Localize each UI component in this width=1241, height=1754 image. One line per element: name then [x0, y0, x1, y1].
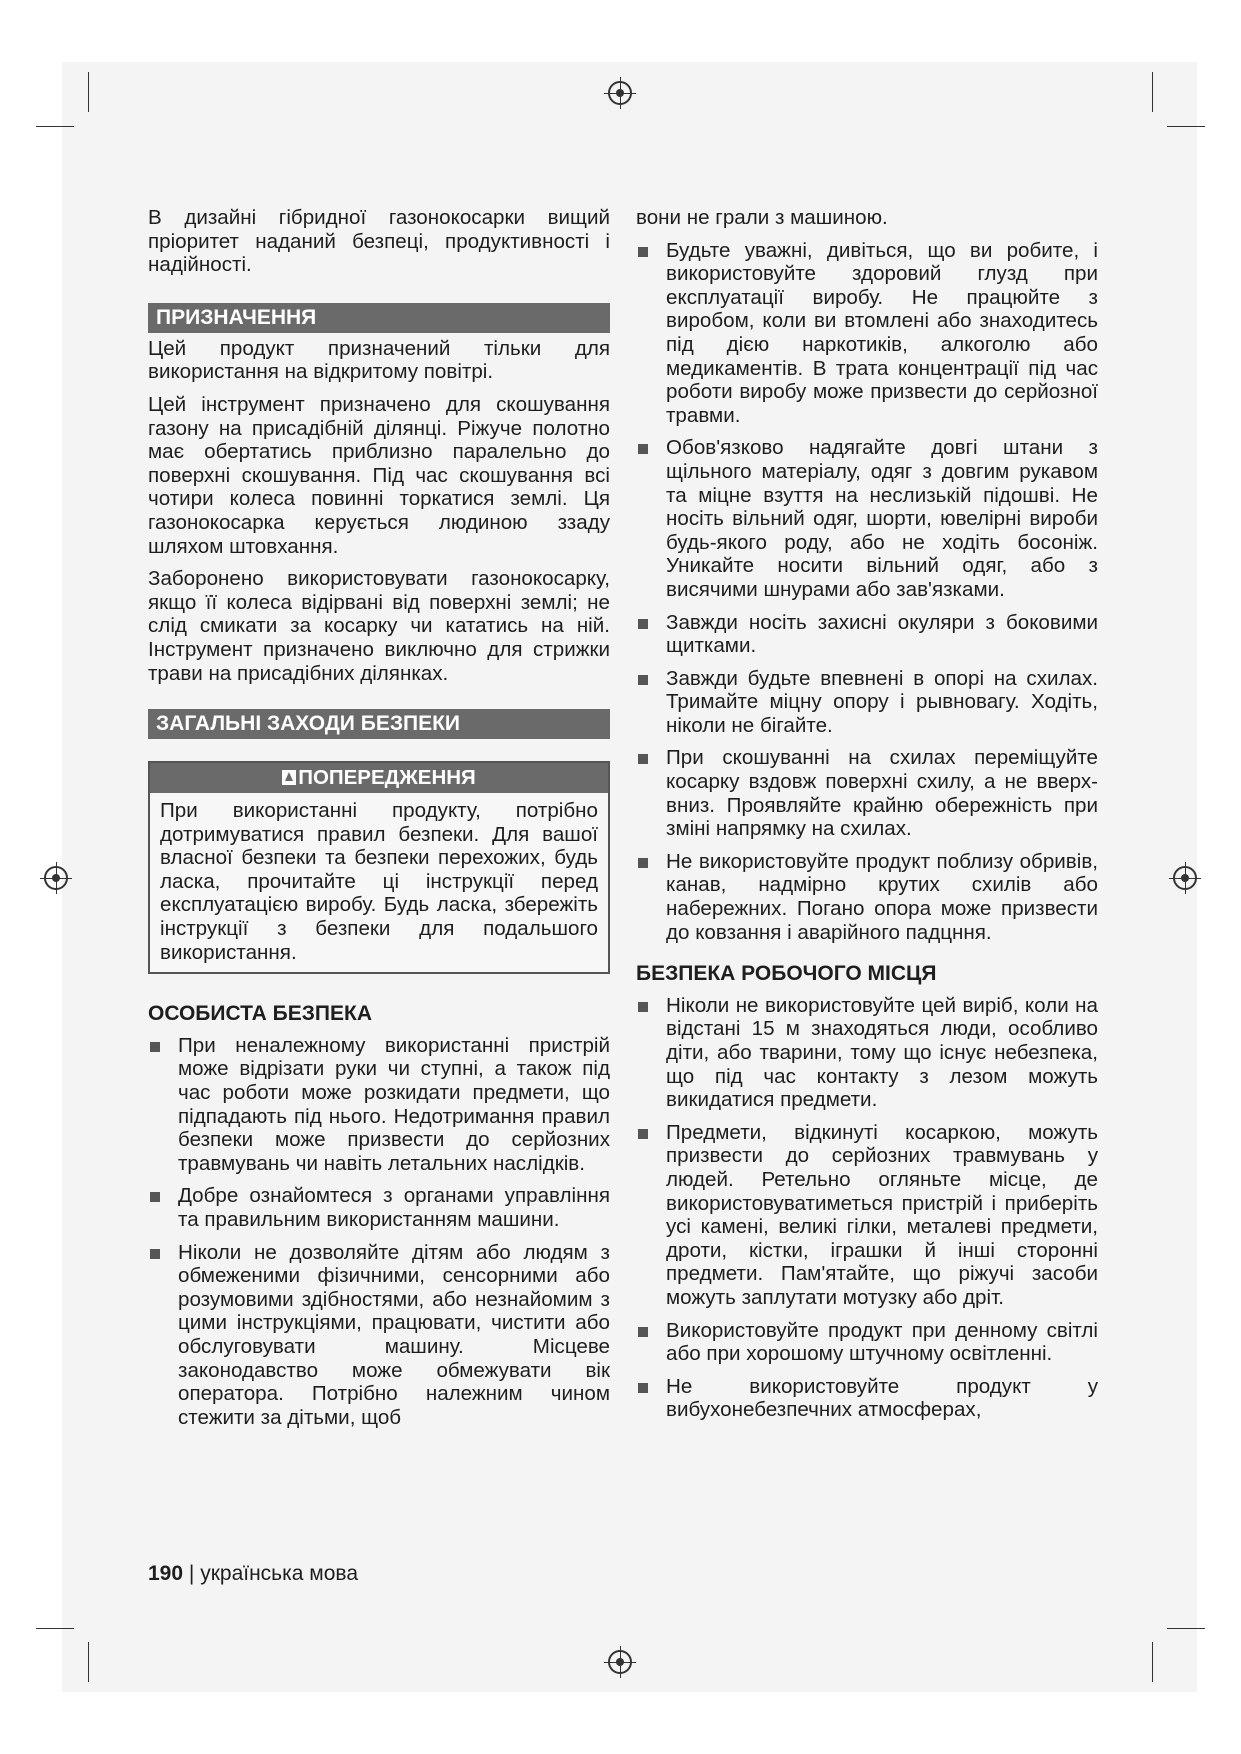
list-item: Обов'язково надягайте довгі штани з щільного матеріалу, одяг з довгим рукавом та міцне взуття на неслизькій підошві. Не носіть вільний одяг, шорти, ювелірні вироби будь-якого роду, або не ходіть босоніж. Уникайте носити вільний одяг, або з висячими шнурами або зав'язками. — [636, 436, 1098, 601]
crop-mark — [88, 1642, 89, 1682]
list-item: Ніколи не дозволяйте дітям або людям з обмеженими фізичними, сенсорними або розумовими здібностями, або незнайомим з цими інструкціями, працювати, чистити або обслуговувати машину. Місцеве законодавство може обмежувати вік оператора. Потрібно належним чином стежити за дітьми, щоб — [148, 1241, 610, 1430]
list-item: Будьте уважні, дивіться, що ви робите, і використовуйте здоровий глузд при експлуатації виробу. Не працюйте з виробом, коли ви втомлені або знаходитесь під дією наркотиків, алкоголю або медикаментів. В трата концентрації під час роботи виробу може призвести до серйозної травми. — [636, 239, 1098, 428]
list-item: Добре ознайомтеся з органами управління та правильним використанням машини. — [148, 1184, 610, 1231]
personal-safety-list — [148, 1034, 610, 1430]
list-item: Не використовуйте продукт поблизу обривів, канав, надмірно крутих схилів або набережних. Погано опора може призвести до ковзання і аварійного падцння. — [636, 850, 1098, 944]
list-item: Завжди будьте впевнені в опорі на схилах. Тримайте міцну опору і рывновагу. Ходіть, ніколи не бігайте. — [636, 667, 1098, 738]
crop-mark — [36, 126, 74, 127]
section-heading-general-safety: ЗАГАЛЬНІ ЗАХОДИ БЕЗПЕКИ — [148, 709, 610, 739]
section-heading-purpose: ПРИЗНАЧЕННЯ — [148, 303, 610, 333]
warning-text: При використанні продукту, потрібно дотримуватися правил безпеки. Для вашої власної безпеки та безпеки перехожих, будь ласка, прочитайте ці інструкції перед експлуатацією виробу. Будь ласка, збережіть інструкції з безпеки для подальшого використання. — [160, 799, 598, 964]
registration-mark-icon — [44, 866, 68, 890]
list-item: При скошуванні на схилах переміщуйте косарку вздовж поверхні схилу, а не вверх-вниз. Проявляйте крайню обережність при зміні напрямку на схилах. — [636, 746, 1098, 840]
right-column — [636, 206, 1098, 1431]
list-item: Не використовуйте продукт у вибухонебезпечних атмосферах, — [636, 1375, 1098, 1422]
crop-mark — [1152, 1642, 1153, 1682]
list-item: При неналежному використанні пристрій може відрізати руки чи ступні, а також під час роботи може розкидати предмети, що підпадають під нього. Недотримання правил безпеки може призвести до серйозних травмувань чи навіть летальних наслідків. — [148, 1034, 610, 1176]
crop-mark — [1167, 126, 1205, 127]
page-footer — [148, 1562, 358, 1586]
section-heading-personal-safety: ОСОБИСТА БЕЗПЕКА — [148, 1002, 372, 1026]
intro-paragraph: В дизайні гібридної газонокосарки вищий пріоритет наданий безпеці, продуктивності і надійності. — [148, 206, 610, 277]
registration-mark-icon — [608, 81, 632, 105]
left-column — [148, 206, 610, 1438]
list-item: Предмети, відкинуті косаркою, можуть призвести до серйозних травмувань у людей. Ретельно огляньте місце, де використовуватиметься пристрій і приберіть усі камені, великі гілки, металеві предмети, дроти, кістки, іграшки й інші сторонні предмети. Пам'ятайте, що ріжучі засоби можуть заплутати мотузку або дріт. — [636, 1121, 1098, 1310]
list-item: Ніколи не використовуйте цей виріб, коли на відстані 15 м знаходяться люди, особливо діти, або тварини, тому що існує небезпека, що під час контакту з лезом можуть викидатися предмети. — [636, 994, 1098, 1112]
purpose-paragraph: Цей продукт призначений тільки для використання на відкритому повітрі. — [148, 336, 610, 384]
footer-separator: | — [188, 1562, 195, 1585]
warning-title: ПОПЕРЕДЖЕННЯ — [298, 766, 476, 790]
continued-text: вони не грали з машиною. — [636, 206, 888, 229]
crop-mark — [1167, 1628, 1205, 1629]
purpose-paragraph: Заборонено використовувати газонокосарку, якщо її колеса відірвані від поверхні землі; не слід смикати за косарку чи кататись на ній. Інструмент призначено виключно для стрижки трави на присадібних ділянках. — [148, 567, 610, 685]
crop-mark — [36, 1628, 74, 1629]
page-number: 190 — [148, 1562, 184, 1585]
crop-mark — [88, 72, 89, 112]
registration-mark-icon — [608, 1650, 632, 1674]
warning-box — [148, 761, 610, 974]
warning-icon — [282, 770, 296, 785]
workplace-safety-list — [636, 994, 1098, 1422]
personal-safety-list-continued — [636, 239, 1098, 945]
footer-language: українська мова — [200, 1562, 359, 1585]
warning-header — [150, 763, 608, 793]
list-item: Завжди носіть захисні окуляри з боковими щитками. — [636, 611, 1098, 658]
registration-mark-icon — [1173, 866, 1197, 890]
list-item: Використовуйте продукт при денному світлі або при хорошому штучному освітленні. — [636, 1319, 1098, 1366]
section-heading-workplace-safety: БЕЗПЕКА РОБОЧОГО МІСЦЯ — [636, 962, 937, 986]
purpose-paragraph: Цей інструмент призначено для скошування газону на присадібній ділянці. Ріжуче полотно має обертатись приблизно паралельно до поверхні скошування. Під час скошування всі чотири колеса повинні торкатися землі. Ця газонокосарка керується людиною ззаду шляхом штовхання. — [148, 392, 610, 558]
crop-mark — [1152, 72, 1153, 112]
